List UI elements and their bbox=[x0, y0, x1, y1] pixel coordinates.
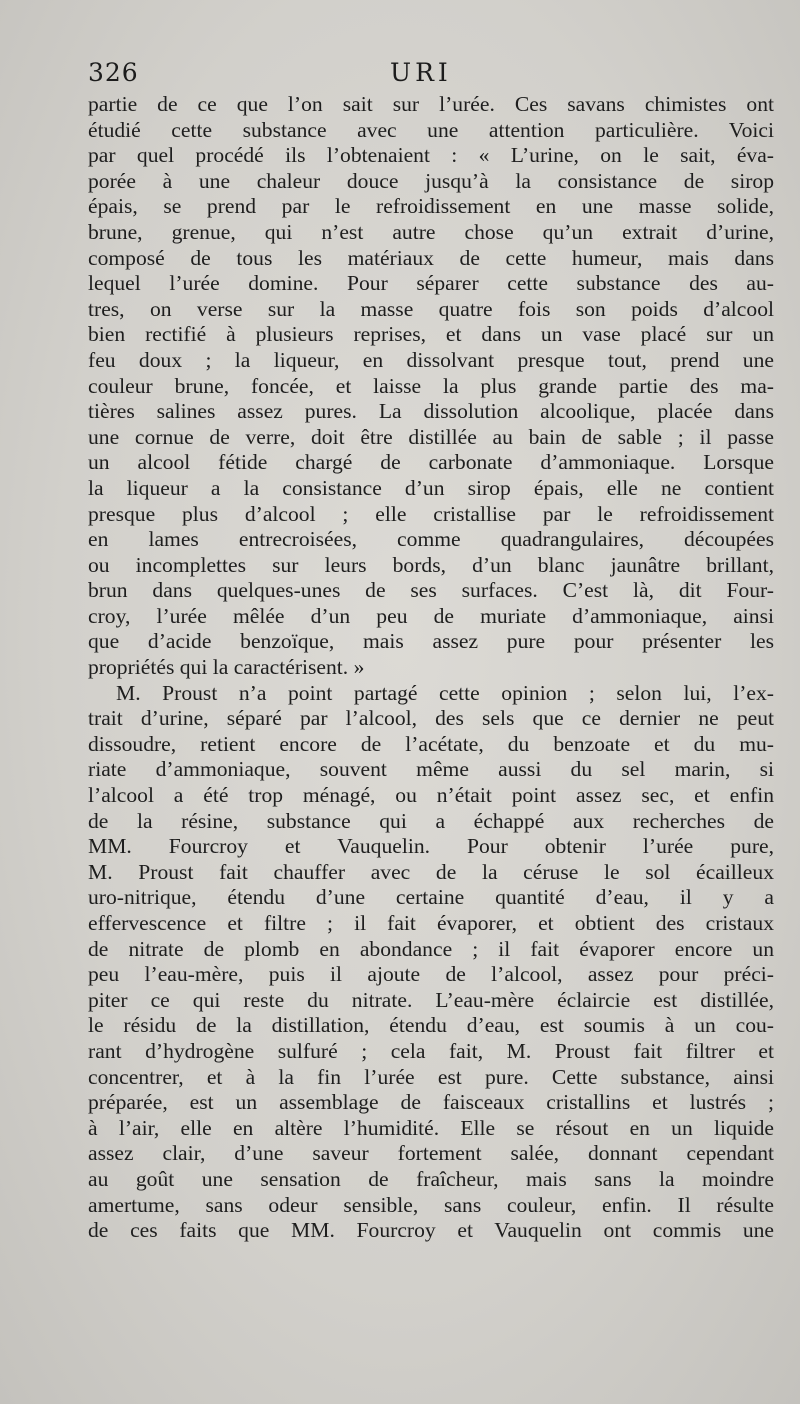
text-line: l’alcool a été trop ménagé, ou n’était point assez sec, et enfin bbox=[88, 783, 774, 808]
text-line: au goût une sensation de fraîcheur, mais sans la moindre bbox=[88, 1166, 774, 1191]
text-line: tres, on verse sur la masse quatre fois son poids d’alcool bbox=[88, 296, 774, 321]
section-heading: URI bbox=[390, 58, 452, 87]
text-line: à l’air, elle en altère l’humidité. Elle se résout en un liquide bbox=[88, 1115, 774, 1140]
text-line: propriétés qui la caractérisent. » bbox=[88, 655, 365, 680]
text-line: assez clair, d’une saveur fortement salée, donnant cependant bbox=[88, 1141, 774, 1166]
text-line: uro-nitrique, étendu d’une certaine quantité d’eau, il y a bbox=[88, 885, 774, 910]
text-line: étudié cette substance avec une attention particulière. Voici bbox=[88, 117, 774, 142]
text-line: porée à une chaleur douce jusqu’à la consistance de sirop bbox=[88, 168, 774, 193]
text-line: M. Proust n’a point partagé cette opinion ; selon lui, l’ex- bbox=[116, 680, 774, 705]
text-line: amertume, sans odeur sensible, sans couleur, enfin. Il résulte bbox=[88, 1192, 774, 1217]
text-line: dissoudre, retient encore de l’acétate, du benzoate et du mu- bbox=[88, 731, 774, 756]
text-line: bien rectifié à plusieurs reprises, et dans un vase placé sur un bbox=[88, 322, 774, 347]
text-line: concentrer, et à la fin l’urée est pure. Cette substance, ainsi bbox=[88, 1064, 774, 1089]
text-line: de nitrate de plomb en abondance ; il fait évaporer encore un bbox=[88, 936, 774, 961]
running-head bbox=[88, 58, 768, 92]
text-line: composé de tous les matériaux de cette humeur, mais dans bbox=[88, 245, 774, 270]
text-line: croy, l’urée mêlée d’un peu de muriate d’ammoniaque, ainsi bbox=[88, 603, 774, 628]
text-line: la liqueur a la consistance d’un sirop épais, elle ne contient bbox=[88, 475, 774, 500]
text-line: une cornue de verre, doit être distillée au bain de sable ; il passe bbox=[88, 424, 774, 449]
text-line: de la résine, substance qui a échappé aux recherches de bbox=[88, 808, 774, 833]
text-line: trait d’urine, séparé par l’alcool, des sels que ce dernier ne peut bbox=[88, 706, 774, 731]
text-line: un alcool fétide chargé de carbonate d’ammoniaque. Lorsque bbox=[88, 450, 774, 475]
body-text bbox=[88, 92, 774, 1244]
text-line: épais, se prend par le refroidissement en une masse solide, bbox=[88, 194, 774, 219]
text-line: brun dans quelques-unes de ses surfaces. C’est là, dit Four- bbox=[88, 578, 774, 603]
text-line: presque plus d’alcool ; elle cristallise par le refroidissement bbox=[88, 501, 774, 526]
text-line: effervescence et filtre ; il fait évaporer, et obtient des cristaux bbox=[88, 911, 774, 935]
text-line: M. Proust fait chauffer avec de la céruse le sol écailleux bbox=[88, 859, 774, 884]
text-line: de ces faits que MM. Fourcroy et Vauquelin ont commis une bbox=[88, 1218, 774, 1243]
text-line: tières salines assez pures. La dissolution alcoolique, placée dans bbox=[88, 399, 774, 424]
text-line: MM. Fourcroy et Vauquelin. Pour obtenir l’urée pure, bbox=[88, 834, 774, 859]
page-number: 326 bbox=[88, 58, 139, 87]
text-line: couleur brune, foncée, et laisse la plus grande partie des ma- bbox=[88, 373, 774, 398]
text-line: préparée, est un assemblage de faisceaux cristallins et lustrés ; bbox=[88, 1090, 774, 1115]
text-line: le résidu de la distillation, étendu d’eau, est soumis à un cou- bbox=[88, 1013, 774, 1038]
text-line: en lames entrecroisées, comme quadrangulaires, découpées bbox=[88, 527, 774, 552]
text-line: que d’acide benzoïque, mais assez pure pour présenter les bbox=[88, 629, 774, 654]
text-line: lequel l’urée domine. Pour séparer cette substance des au- bbox=[88, 271, 774, 296]
text-line: rant d’hydrogène sulfuré ; cela fait, M. Proust fait filtrer et bbox=[88, 1038, 774, 1063]
text-line: par quel procédé ils l’obtenaient : « L’urine, on le sait, éva- bbox=[88, 143, 774, 168]
text-line: feu doux ; la liqueur, en dissolvant presque tout, prend une bbox=[88, 347, 774, 372]
text-line: ou incomplettes sur leurs bords, d’un blanc jaunâtre brillant, bbox=[88, 552, 774, 577]
text-line: riate d’ammoniaque, souvent même aussi du sel marin, si bbox=[88, 757, 774, 782]
text-line: partie de ce que l’on sait sur l’urée. Ces savans chimistes ont bbox=[88, 92, 774, 116]
text-line: peu l’eau-mère, puis il ajoute de l’alcool, assez pour préci- bbox=[88, 962, 774, 987]
text-line: piter ce qui reste du nitrate. L’eau-mère éclaircie est distillée, bbox=[88, 987, 774, 1012]
text-line: brune, grenue, qui n’est autre chose qu’un extrait d’urine, bbox=[88, 219, 774, 244]
